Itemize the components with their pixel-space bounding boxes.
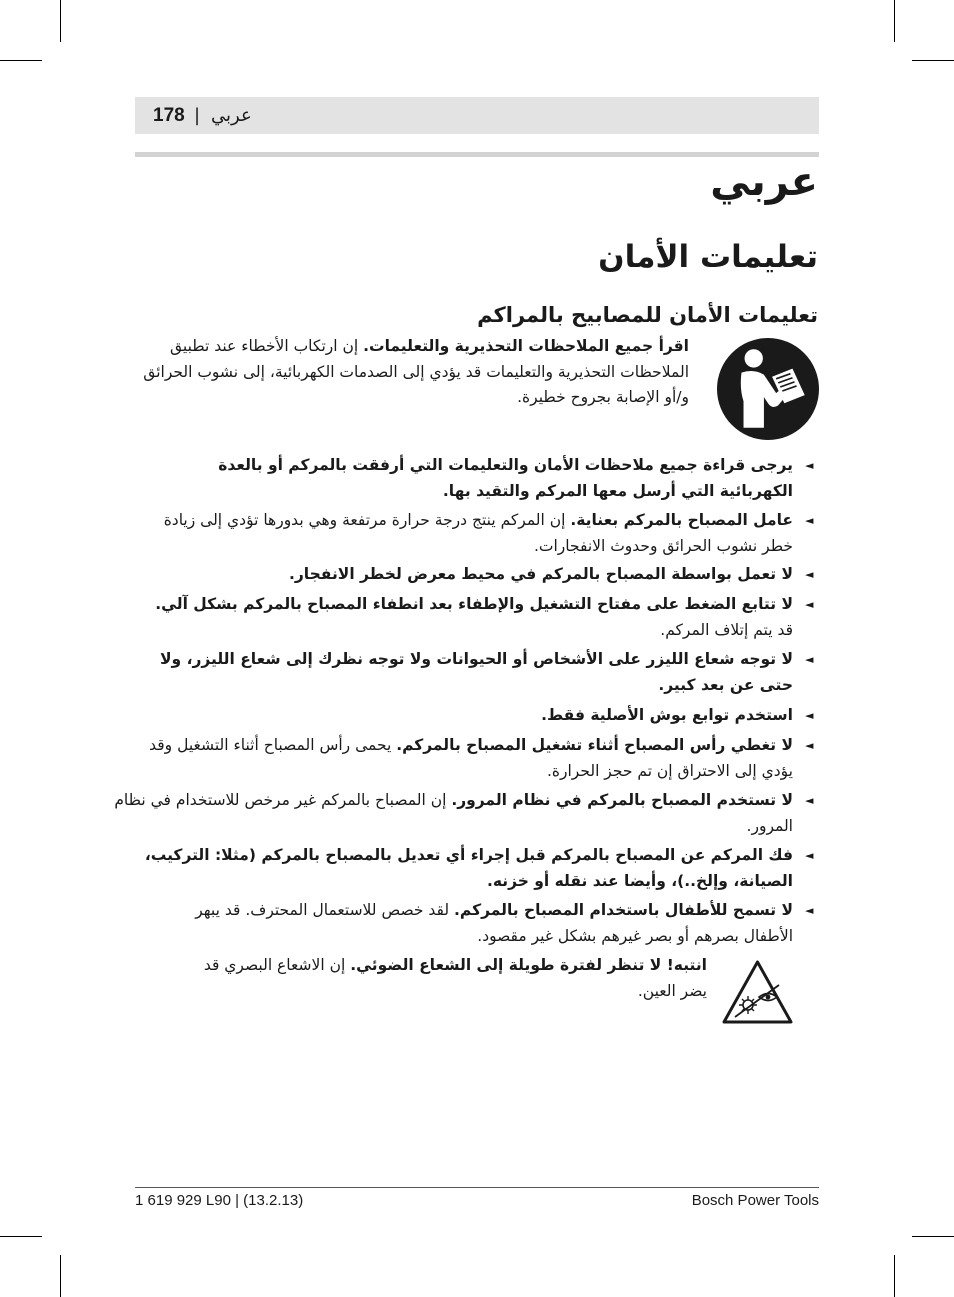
list-item — [113, 788, 793, 839]
bullet-arrow: ◄ — [805, 904, 814, 917]
bullet-arrow: ◄ — [805, 709, 814, 722]
item-bold: لا تسمح للأطفال باستخدام المصباح بالمركم. — [454, 901, 793, 919]
header-language: عربي — [211, 105, 252, 126]
item-text: لقد خصص للاستعمال المحترف. قد يبهر الأطفال بصرهم أو بصر غيرهم بشكل غير مقصود. — [195, 901, 793, 945]
item-text: إن المركم ينتج درجة حرارة مرتفعة وهي بدورها تؤدي إلى زيادة خطر نشوب الحرائق وحدوث الانفجارات. — [163, 511, 793, 555]
page-title: عربي — [710, 159, 818, 205]
laser-warning-body: إن الاشعاع البصري قد يضر العين. — [203, 956, 707, 1000]
crop-mark — [60, 0, 61, 42]
item-bold: لا توجه شعاع الليزر على الأشخاص أو الحيوانات ولا توجه نظرك إلى شعاع الليزر، ولا حتى عن بعد كبير. — [160, 650, 793, 694]
crop-mark — [0, 60, 42, 61]
bullet-arrow: ◄ — [805, 514, 814, 527]
item-bold: لا تغطي رأس المصباح أثناء تشغيل المصباح بالمركم. — [396, 736, 793, 754]
bullet-arrow: ◄ — [805, 568, 814, 581]
item-bold: لا تستخدم المصباح بالمركم في نظام المرور. — [451, 791, 793, 809]
item-bold: فك المركم عن المصباح بالمركم قبل إجراء أي تعديل بالمصباح بالمركم (مثلا: التركيب، الصيانة، وإلخ..)، وأيضا عند نقله أو خزنه. — [144, 846, 793, 890]
bullet-arrow: ◄ — [805, 794, 814, 807]
list-item — [143, 508, 793, 559]
item-bold: عامل المصباح بالمركم بعناية. — [570, 511, 793, 529]
list-item — [143, 647, 793, 698]
read-manual-icon — [717, 338, 819, 440]
list-item — [143, 453, 793, 504]
crop-mark — [0, 1236, 42, 1237]
intro-paragraph — [129, 334, 689, 411]
list-item — [143, 898, 793, 949]
crop-mark — [912, 1236, 954, 1237]
crop-mark — [912, 60, 954, 61]
list-item — [143, 843, 793, 894]
crop-mark — [894, 1255, 895, 1297]
footer-brand: Bosch Power Tools — [691, 1192, 819, 1209]
item-bold: يرجى قراءة جميع ملاحظات الأمان والتعليمات التي أرفقت بالمركم أو بالعدة الكهربائية التي أرسل معها المركم والتقيد بها. — [218, 456, 793, 500]
item-text: إن المصباح بالمركم غير مرخص للاستخدام في نظام المرور. — [114, 791, 793, 835]
footer-doc-code: 1 619 929 L90 | (13.2.13) — [135, 1192, 304, 1209]
item-bold: لا تعمل بواسطة المصباح بالمركم في محيط معرض لخطر الانفجار. — [289, 565, 793, 583]
laser-warning-icon — [721, 959, 794, 1025]
crop-mark — [60, 1255, 61, 1297]
laser-warning-bold: انتبه! لا تنظر لفترة طويلة إلى الشعاع الضوئي. — [350, 956, 707, 974]
item-bold: لا تتابع الضغط على مفتاح التشغيل والإطفاء بعد انطفاء المصباح بالمركم بشكل آلي. — [155, 595, 793, 613]
bullet-arrow: ◄ — [805, 598, 814, 611]
item-text: قد يتم إتلاف المركم. — [660, 620, 793, 639]
bullet-arrow: ◄ — [805, 459, 814, 472]
intro-text: إن ارتكاب الأخطاء عند تطبيق الملاحظات التحذيرية والتعليمات قد يؤدي إلى الصدمات الكهربائية، إلى نشوب الحرائق و/أو الإصابة بجروح خطيرة. — [143, 337, 689, 406]
section-title: تعليمات الأمان — [598, 239, 818, 275]
list-item — [143, 592, 793, 643]
bullet-arrow: ◄ — [805, 653, 814, 666]
list-item — [143, 562, 793, 588]
bullet-arrow: ◄ — [805, 849, 814, 862]
item-bold: استخدم توابع بوش الأصلية فقط. — [541, 706, 793, 724]
laser-warning-text — [187, 953, 707, 1004]
list-item — [143, 703, 793, 729]
page-number: 178 — [153, 105, 185, 126]
subsection-title: تعليمات الأمان للمصابيح بالمراكم — [477, 303, 818, 327]
crop-mark — [894, 0, 895, 42]
bullet-arrow: ◄ — [805, 739, 814, 752]
intro-bold: اقرأ جميع الملاحظات التحذيرية والتعليمات. — [363, 337, 689, 355]
page-header — [135, 97, 819, 134]
header-separator: | — [194, 105, 201, 126]
list-item — [143, 733, 793, 784]
item-text: يحمى رأس المصباح أثناء التشغيل وقد يؤدي إلى الاحتراق إن تم حجز الحرارة. — [149, 736, 793, 780]
footer-rule — [135, 1187, 819, 1188]
